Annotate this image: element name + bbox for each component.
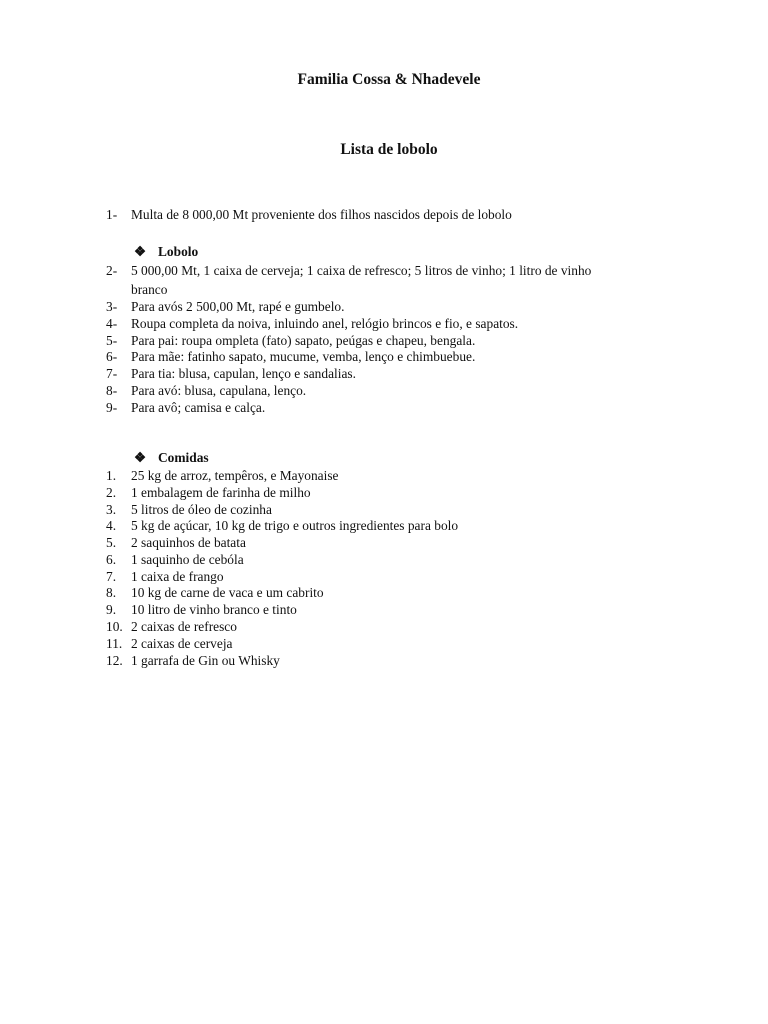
item-number: 4. xyxy=(106,518,117,533)
item-number: 1. xyxy=(106,468,117,483)
item-text: Para avó: blusa, capulana, lenço. xyxy=(131,383,307,398)
item-number: 3. xyxy=(106,502,117,517)
item-number: 7- xyxy=(106,366,118,381)
item-text: 2 caixas de refresco xyxy=(131,619,237,634)
item-number: 6. xyxy=(106,552,117,567)
item-text: Para tia: blusa, capulan, lenço e sandalias. xyxy=(131,366,356,381)
item-text: 2 caixas de cerveja xyxy=(131,636,233,651)
list-title: Lista de lobolo xyxy=(340,141,438,158)
section-title: Lobolo xyxy=(158,244,199,259)
item-number: 5- xyxy=(106,333,118,348)
item-text: Roupa completa da noiva, inluindo anel, relógio brincos e fio, e sapatos. xyxy=(131,316,519,331)
item-number: 1- xyxy=(106,207,118,222)
item-number: 12. xyxy=(106,653,123,668)
item-text: 1 embalagem de farinha de milho xyxy=(131,485,311,500)
item-text: Para avô; camisa e calça. xyxy=(131,400,266,415)
item-number: 6- xyxy=(106,349,118,364)
item-text: 5 litros de óleo de cozinha xyxy=(131,502,272,517)
item-number: 11. xyxy=(106,636,123,651)
item-text: 10 kg de carne de vaca e um cabrito xyxy=(131,585,324,600)
item-text: 10 litro de vinho branco e tinto xyxy=(131,602,297,617)
item-number: 9. xyxy=(106,602,117,617)
item-text: Para avós 2 500,00 Mt, rapé e gumbelo. xyxy=(131,299,345,314)
item-text: Multa de 8 000,00 Mt proveniente dos filhos nascidos depois de lobolo xyxy=(131,207,512,222)
diamond-bullet-icon: ❖ xyxy=(134,450,147,465)
item-text: Para mãe: fatinho sapato, mucume, vemba, lenço e chimbuebue. xyxy=(131,349,476,364)
item-number: 2- xyxy=(106,263,118,278)
item-number: 2. xyxy=(106,485,117,500)
item-text-continued: branco xyxy=(131,282,168,297)
item-text: 1 garrafa de Gin ou Whisky xyxy=(131,653,280,668)
family-title: Familia Cossa & Nhadevele xyxy=(297,71,481,88)
item-number: 4- xyxy=(106,316,118,331)
item-number: 3- xyxy=(106,299,118,314)
item-text: 1 caixa de frango xyxy=(131,569,224,584)
item-number: 8- xyxy=(106,383,118,398)
item-text: 1 saquinho de cebóla xyxy=(131,552,244,567)
item-number: 9- xyxy=(106,400,118,415)
item-number: 7. xyxy=(106,569,117,584)
item-text: 2 saquinhos de batata xyxy=(131,535,246,550)
section-heading-comidas xyxy=(134,449,209,467)
section-heading-lobolo xyxy=(134,243,198,261)
item-text: 25 kg de arroz, tempêros, e Mayonaise xyxy=(131,468,339,483)
diamond-bullet-icon: ❖ xyxy=(134,244,147,259)
item-number: 5. xyxy=(106,535,117,550)
item-number: 10. xyxy=(106,619,123,634)
item-number: 8. xyxy=(106,585,117,600)
item-text: 5 000,00 Mt, 1 caixa de cerveja; 1 caixa de refresco; 5 litros de vinho; 1 litro de vinho xyxy=(131,263,592,278)
item-text: 5 kg de açúcar, 10 kg de trigo e outros ingredientes para bolo xyxy=(131,518,459,533)
item-text: Para pai: roupa ompleta (fato) sapato, peúgas e chapeu, bengala. xyxy=(131,333,476,348)
section-title: Comidas xyxy=(158,450,209,465)
